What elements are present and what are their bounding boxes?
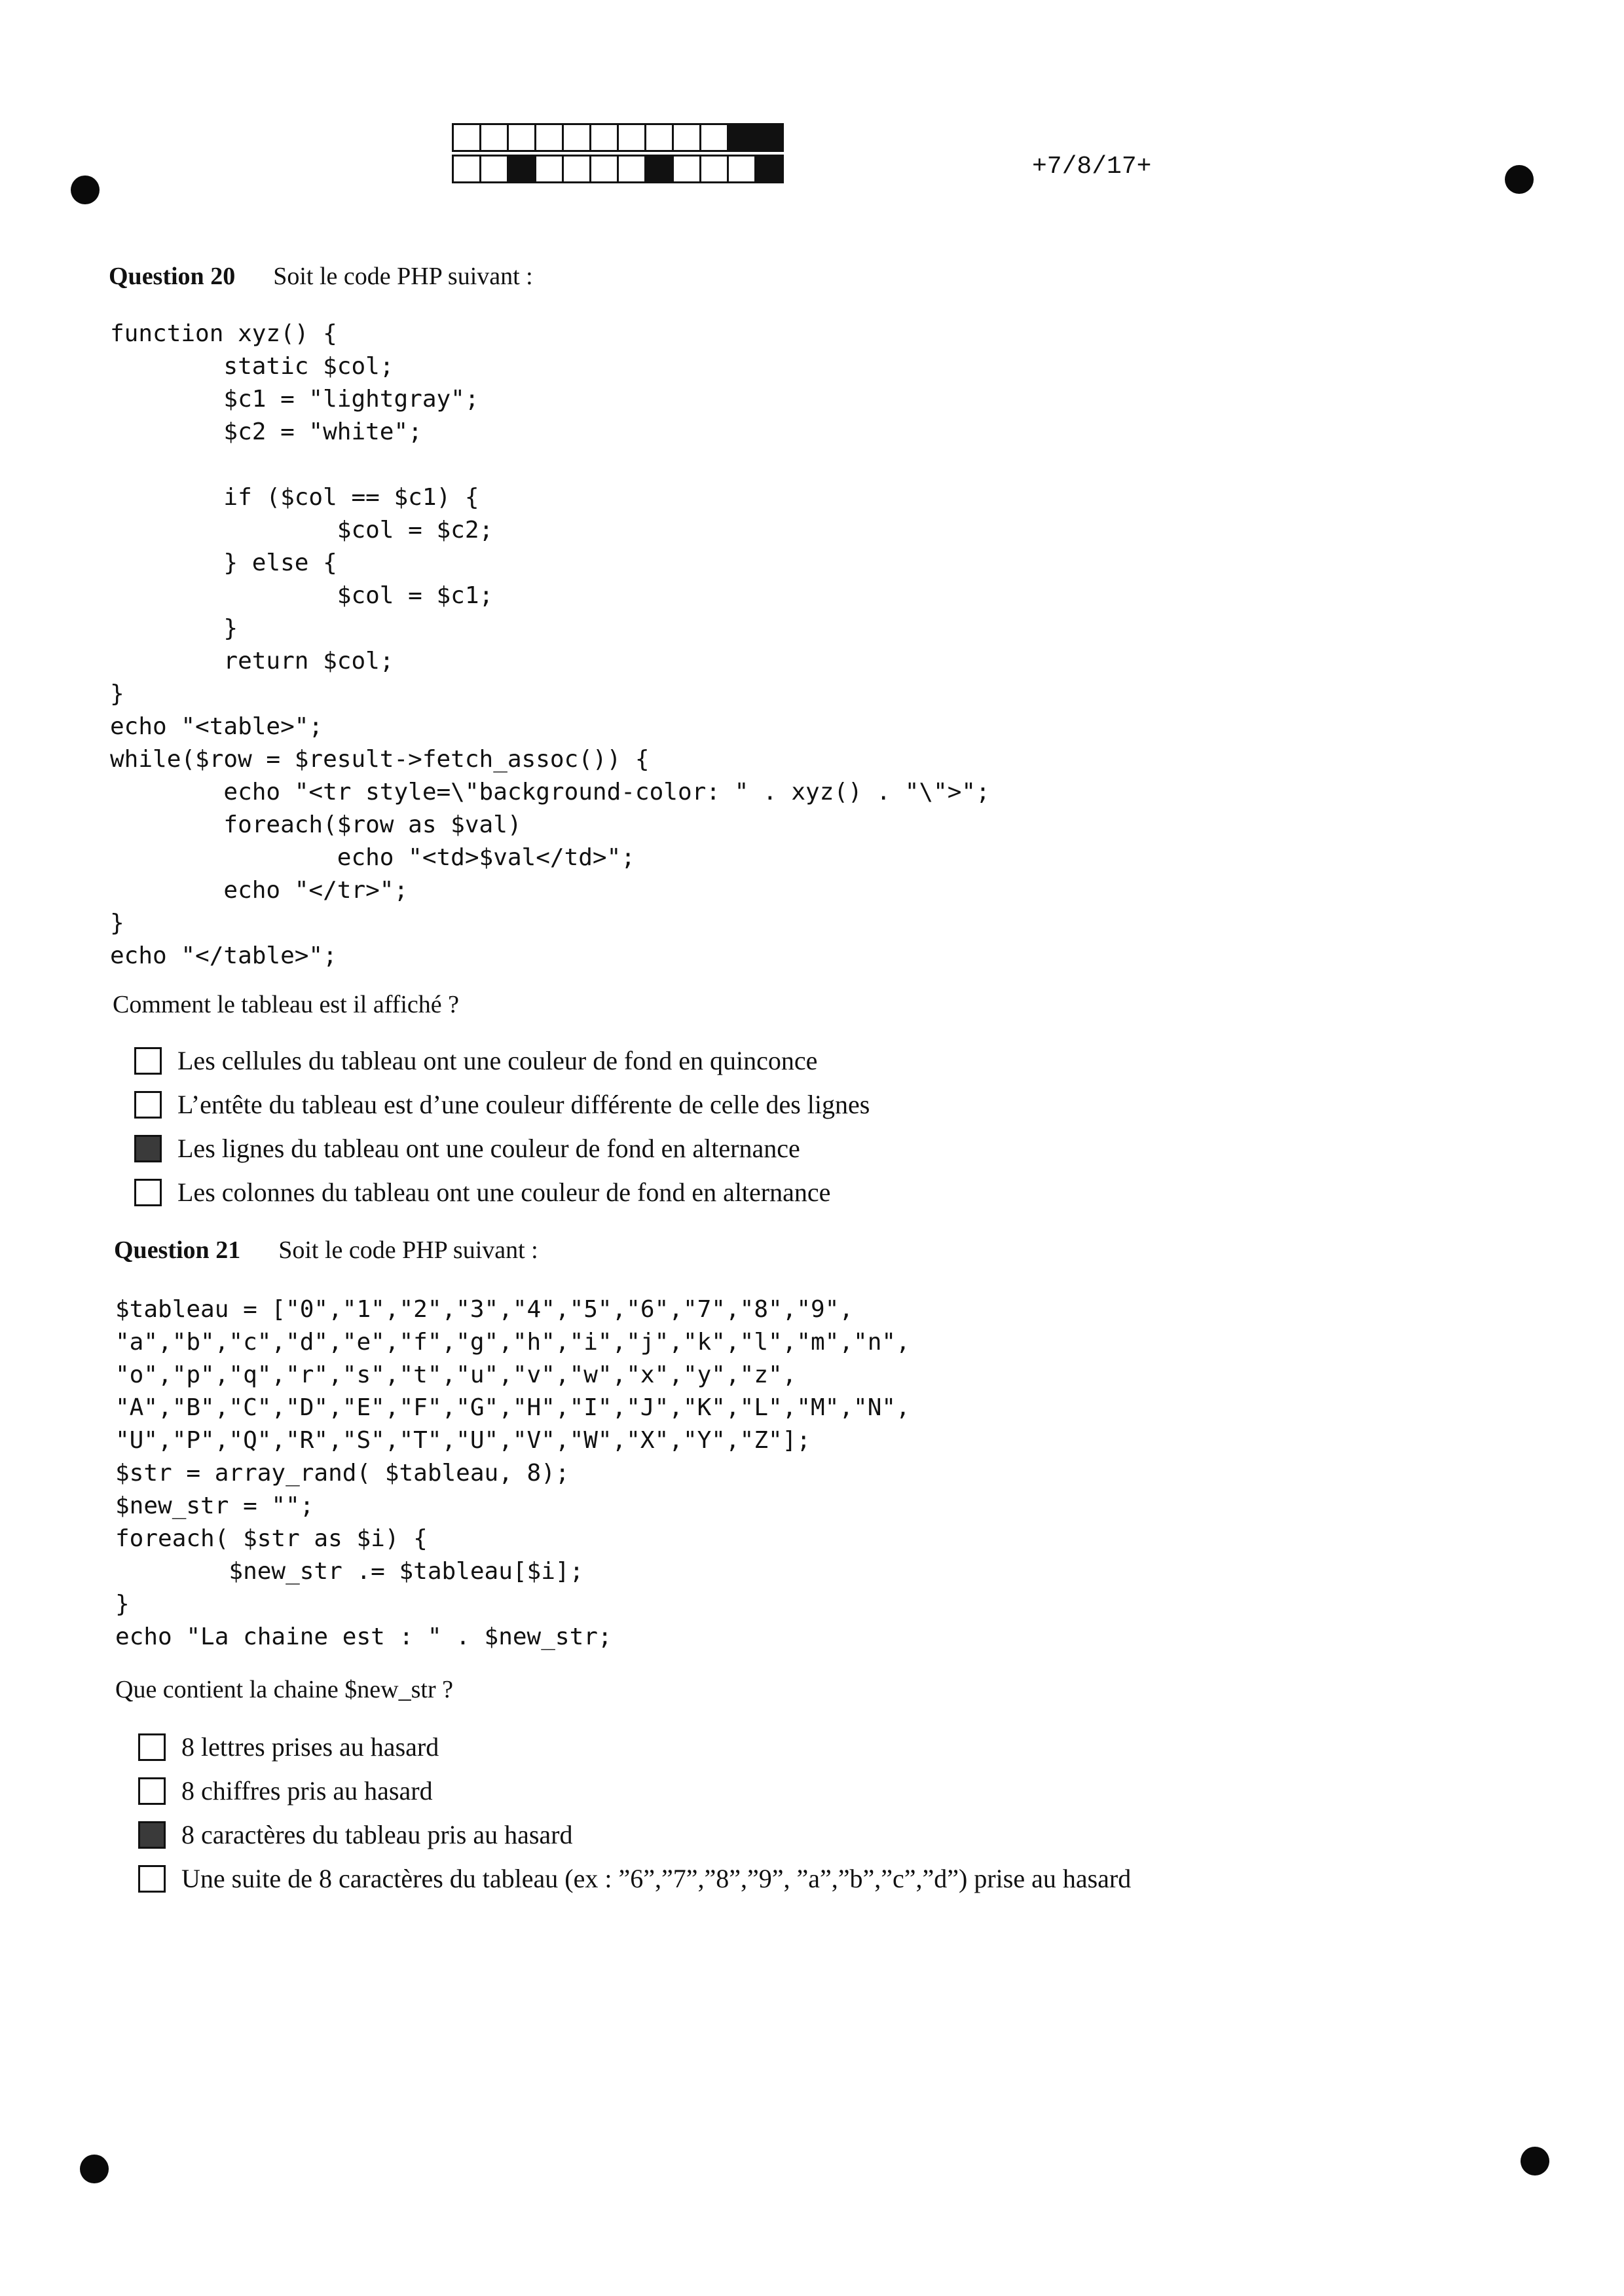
answer-checkbox[interactable] — [134, 1091, 162, 1119]
barcode-cell — [589, 155, 619, 183]
answer-option[interactable] — [138, 1769, 1131, 1813]
answer-label: 8 lettres prises au hasard — [181, 1732, 439, 1762]
barcode-cell — [479, 123, 509, 152]
answer-option[interactable] — [138, 1857, 1131, 1900]
registration-mark-top-right — [1505, 165, 1534, 194]
answer-label: Les colonnes du tableau ont une couleur de fond en alternance — [177, 1177, 831, 1207]
question-20-prompt: Comment le tableau est il affiché ? — [113, 991, 459, 1018]
barcode-cell — [617, 123, 646, 152]
answer-checkbox[interactable] — [138, 1821, 166, 1849]
registration-mark-bottom-left — [80, 2155, 109, 2183]
question-20-header — [109, 262, 533, 291]
answer-option[interactable] — [134, 1126, 870, 1170]
barcode-cell — [507, 155, 536, 183]
barcode-cell — [507, 123, 536, 152]
page-id: +7/8/17+ — [1032, 153, 1152, 181]
answer-label: Une suite de 8 caractères du tableau (ex : ”6”,”7”,”8”,”9”, ”a”,”b”,”c”,”d”) prise au hasard — [181, 1864, 1132, 1893]
barcode-cell — [754, 123, 784, 152]
registration-mark-top-left — [71, 176, 100, 204]
answer-option[interactable] — [138, 1725, 1131, 1769]
barcode-cell — [562, 123, 591, 152]
barcode-cell — [589, 123, 619, 152]
barcode-cell — [534, 123, 564, 152]
barcode-cell — [644, 155, 674, 183]
question-intro: Soit le code PHP suivant : — [278, 1236, 538, 1264]
answer-checkbox[interactable] — [138, 1733, 166, 1761]
question-20-answers — [134, 1039, 870, 1214]
barcode-row-1 — [452, 123, 782, 152]
barcode-cell — [699, 123, 729, 152]
answer-option[interactable] — [138, 1813, 1131, 1857]
answer-checkbox[interactable] — [138, 1865, 166, 1893]
barcode-row-2 — [452, 155, 782, 183]
barcode-cell — [479, 155, 509, 183]
answer-option[interactable] — [134, 1039, 870, 1083]
barcode-cell — [452, 123, 481, 152]
registration-mark-bottom-right — [1521, 2147, 1549, 2176]
question-21-code: $tableau = ["0","1","2","3","4","5","6","7","8","9", "a","b","c","d","e","f","g","h","i","j","k","l","m","n", "o","p","q","r","s","t","u","v","w","x","y","z", "A","B","C","D","E","F","G","H","I","J","K","L","M","N", "U","P","Q","R","S","T","U","V","W","X","Y","Z"]; $str = array_rand( $tableau, 8); $new_str = ""; foreach( $str as $i) { $new_str .= $tableau[$i]; } echo "La chaine est : " . $new_str; — [115, 1296, 910, 1650]
question-20-code: function xyz() { static $col; $c1 = "lightgray"; $c2 = "white"; if ($col == $c1) { $col = $c2; } else { $col = $c1; } return $col; } echo "<table>"; while($row = $result->fetch_assoc()) { echo "<tr style=\"background-color: " . xyz() . "\">"; foreach($row as $val) echo "<td>$val</td>"; echo "</tr>"; } echo "</table>"; — [110, 320, 990, 969]
barcode-cell — [534, 155, 564, 183]
answer-checkbox[interactable] — [134, 1135, 162, 1162]
answer-label: L’entête du tableau est d’une couleur différente de celle des lignes — [177, 1090, 870, 1119]
answer-checkbox[interactable] — [138, 1777, 166, 1805]
barcode-cell — [699, 155, 729, 183]
answer-label: 8 caractères du tableau pris au hasard — [181, 1820, 573, 1849]
question-21-prompt: Que contient la chaine $new_str ? — [115, 1676, 453, 1703]
answer-checkbox[interactable] — [134, 1179, 162, 1206]
answer-label: 8 chiffres pris au hasard — [181, 1776, 433, 1805]
barcode-cell — [644, 123, 674, 152]
barcode-cell — [617, 155, 646, 183]
barcode-cell — [562, 155, 591, 183]
barcode-cell — [727, 123, 756, 152]
barcode-cell — [672, 155, 701, 183]
answer-option[interactable] — [134, 1170, 870, 1214]
answer-label: Les lignes du tableau ont une couleur de fond en alternance — [177, 1134, 800, 1163]
barcode-cell — [727, 155, 756, 183]
question-number: Question 20 — [109, 263, 236, 290]
answer-checkbox[interactable] — [134, 1047, 162, 1075]
barcode-cell — [754, 155, 784, 183]
barcode-cell — [672, 123, 701, 152]
question-21-answers — [138, 1725, 1131, 1900]
question-21-header — [114, 1236, 538, 1265]
question-number: Question 21 — [114, 1236, 241, 1264]
barcode-cell — [452, 155, 481, 183]
question-intro: Soit le code PHP suivant : — [273, 263, 533, 290]
answer-label: Les cellules du tableau ont une couleur de fond en quinconce — [177, 1046, 818, 1075]
answer-option[interactable] — [134, 1083, 870, 1126]
